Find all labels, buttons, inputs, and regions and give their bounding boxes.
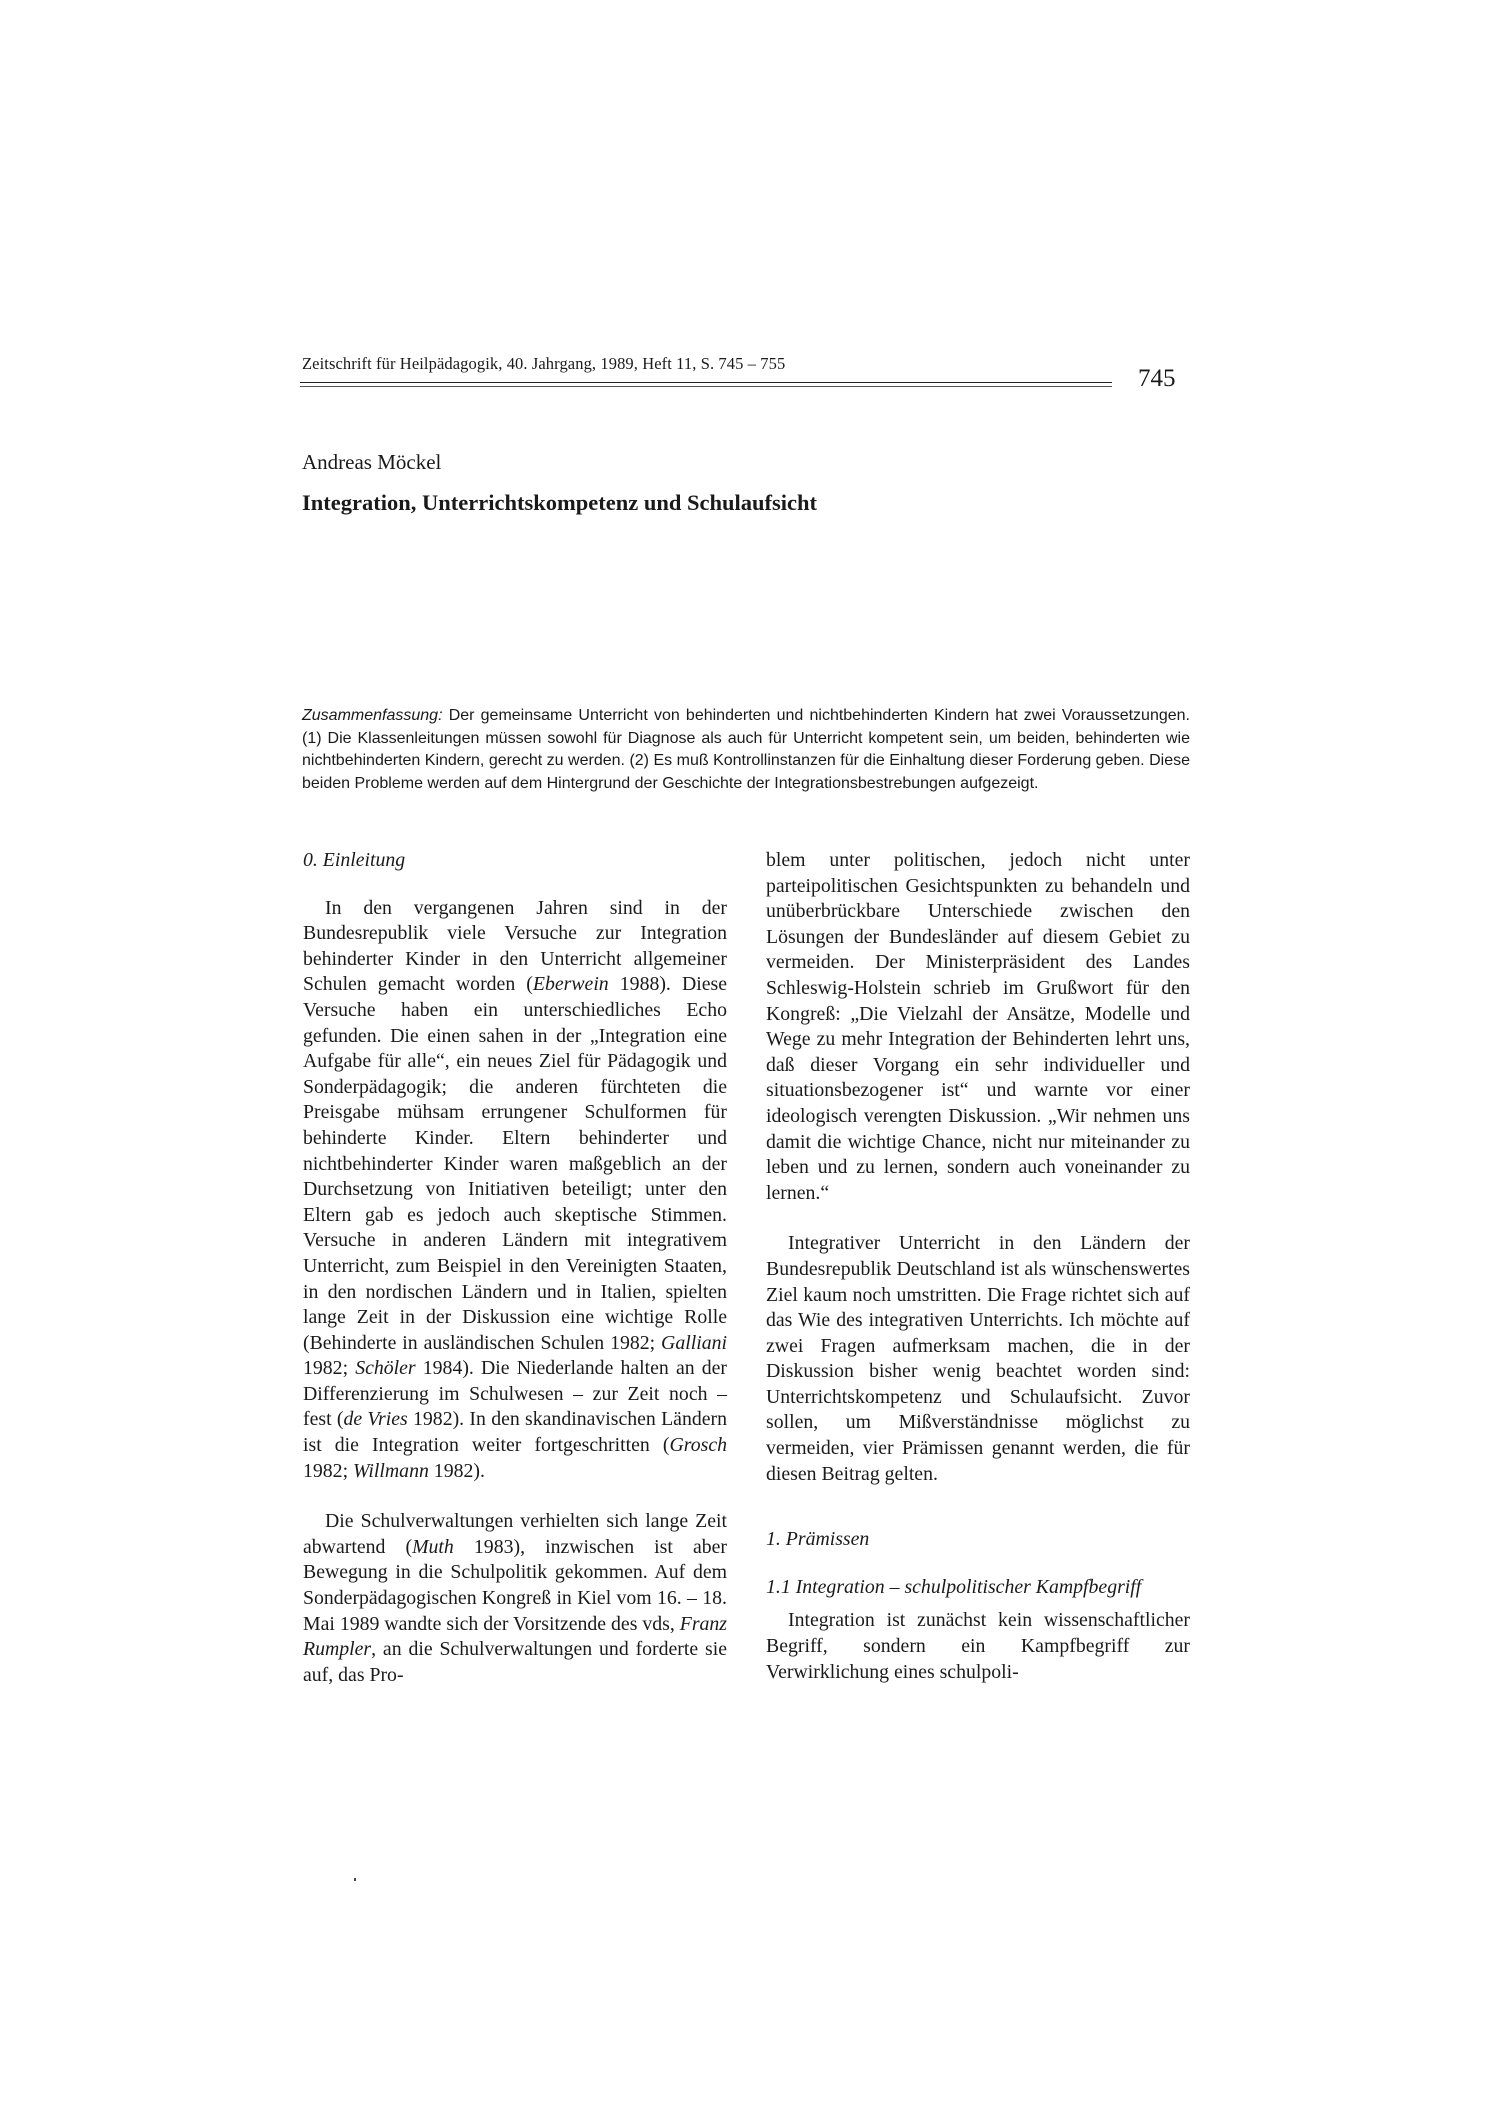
text-run: In den vergangenen Jahren sind in der Bundesrepublik viele Versuche zur Integration behinderter Kinder in den Unterricht allgemeiner Schulen gemacht worden (: [303, 896, 727, 996]
author-name: Andreas Möckel: [302, 450, 442, 474]
text-run: 1982).: [428, 1459, 485, 1482]
text-run: 1982;: [303, 1459, 354, 1482]
abstract-text: Der gemeinsame Unterricht von behinderten und nichtbehinderten Kindern hat zwei Voraussetzungen. (1) Die Klassenleitungen müssen sowohl für Diagnose als auch für Unterricht kompetent sein, um beiden, behinderten wie nichtbehinderten Kindern, gerecht zu werden. (2) Es muß Kontrollinstanzen für die Einhaltung dieser Forderung geben. Diese beiden Probleme werden auf dem Hintergrund der Geschichte der Integrationsbestrebungen aufgezeigt.: [302, 707, 1190, 792]
text-run: 1984). Die Niederlande halten an der Differenzierung im Schulwesen – zur Zeit noch – fest (: [303, 1357, 727, 1431]
text-run: Die Schulverwaltungen verhielten sich lange Zeit abwartend (: [303, 1510, 727, 1558]
abstract: [302, 705, 1190, 795]
person-name: Franz Rumpler: [303, 1612, 727, 1661]
article-title: Integration, Unterrichtskompetenz und Schulaufsicht: [302, 490, 818, 515]
paragraph-intro-2: [303, 1509, 727, 1688]
text-run: 1983), inzwischen ist aber Bewegung in die Schulpolitik gekommen. Auf dem Sonderpädagogischen Kongreß in Kiel vom 16. – 18. Mai 1989 wandte sich der Vorsitzende des vds,: [303, 1535, 727, 1635]
citation-author: Willmann: [353, 1459, 429, 1482]
paragraph-intro-1: [303, 896, 727, 1485]
text-run: 1988). Diese Versuche haben ein unterschiedliches Echo gefunden. Die einen sahen in der „Integration eine Aufgabe für alle“, ein neues Ziel für Pädagogik und Sonderpädagogik; die anderen fürchteten die Preisgabe mühsam errungener Schulformen für behinderte Kinder. Eltern behinderter und nichtbehinderter Kinder waren maßgeblich an der Durchsetzung von Initiativen beteiligt; unter den Eltern gab es jedoch auch skeptische Stimmen. Versuche in anderen Ländern mit integrativem Unterricht, zum Beispiel in den Vereinigten Staaten, in den nordischen Ländern und in Italien, spielten lange Zeit in der Diskussion eine wichtige Rolle (Behinderte in ausländischen Schulen 1982;: [303, 973, 727, 1354]
left-column: [303, 848, 727, 1688]
subsection-heading-integration: 1.1 Integration – schulpolitischer Kampfbegriff: [766, 1575, 1142, 1598]
citation-author: Schöler: [355, 1357, 416, 1380]
citation-author: de Vries: [343, 1408, 408, 1431]
text-run: 1982;: [303, 1357, 356, 1380]
citation-author: Muth: [412, 1535, 454, 1558]
paragraph-praemissen-1: Integration ist zunächst kein wissenschaftlicher Begriff, sondern ein Kampfbegriff zur Verwirklichung eines schulpoli-: [766, 1609, 1190, 1683]
section-heading-einleitung: 0. Einleitung: [303, 849, 406, 871]
citation-author: Grosch: [669, 1434, 727, 1457]
section-heading-praemissen: 1. Prämissen: [766, 1528, 870, 1551]
citation-author: Eberwein: [532, 973, 609, 996]
page-number: 745: [1138, 365, 1176, 392]
running-head: Zeitschrift für Heilpädagogik, 40. Jahrgang, 1989, Heft 11, S. 745 – 755: [302, 354, 786, 373]
paragraph-intro-3: Integrativer Unterricht in den Ländern der Bundesrepublik Deutschland ist als wünschenswertes Ziel kaum noch umstritten. Die Frage richtet sich auf das Wie des integrativen Unterrichts. Ich möchte auf zwei Fragen aufmerksam machen, die in der Diskussion bisher wenig beachtet worden sind: Unterrichtskompetenz und Schulaufsicht. Zuvor sollen, um Mißverständnisse möglichst zu vermeiden, vier Prämissen genannt werden, die für diesen Beitrag gelten.: [766, 1232, 1190, 1485]
header-rule-secondary: [300, 386, 1112, 387]
abstract-label: Zusammenfassung:: [302, 707, 443, 724]
citation-author: Galliani: [661, 1331, 727, 1354]
text-run: 1982). In den skandinavischen Ländern ist die Integration weiter fortgeschritten (: [303, 1408, 727, 1457]
header-rule: [300, 382, 1112, 383]
scan-speck: [354, 1878, 356, 1881]
right-column: [766, 848, 1190, 1685]
paragraph-continued: blem unter politischen, jedoch nicht unter parteipolitischen Gesichtspunkten zu behandeln und unüberbrückbare Unterschiede zwischen den Lösungen der Bundesländer auf diesem Gebiet zu vermeiden. Der Ministerpräsident des Landes Schleswig-Holstein schrieb im Grußwort für den Kongreß: „Die Vielzahl der Ansätze, Modelle und Wege zu mehr Integration der Behinderten lehrt uns, daß dieser Vorgang ein sehr individueller und situationsbezogener ist“ und warnte vor einer ideologisch verengten Diskussion. „Wir nehmen uns damit die wichtige Chance, nicht nur miteinander zu leben und zu lernen, sondern auch voneinander zu lernen.“: [766, 849, 1190, 1204]
text-run: , an die Schulverwaltungen und forderte sie auf, das Pro-: [303, 1638, 727, 1686]
